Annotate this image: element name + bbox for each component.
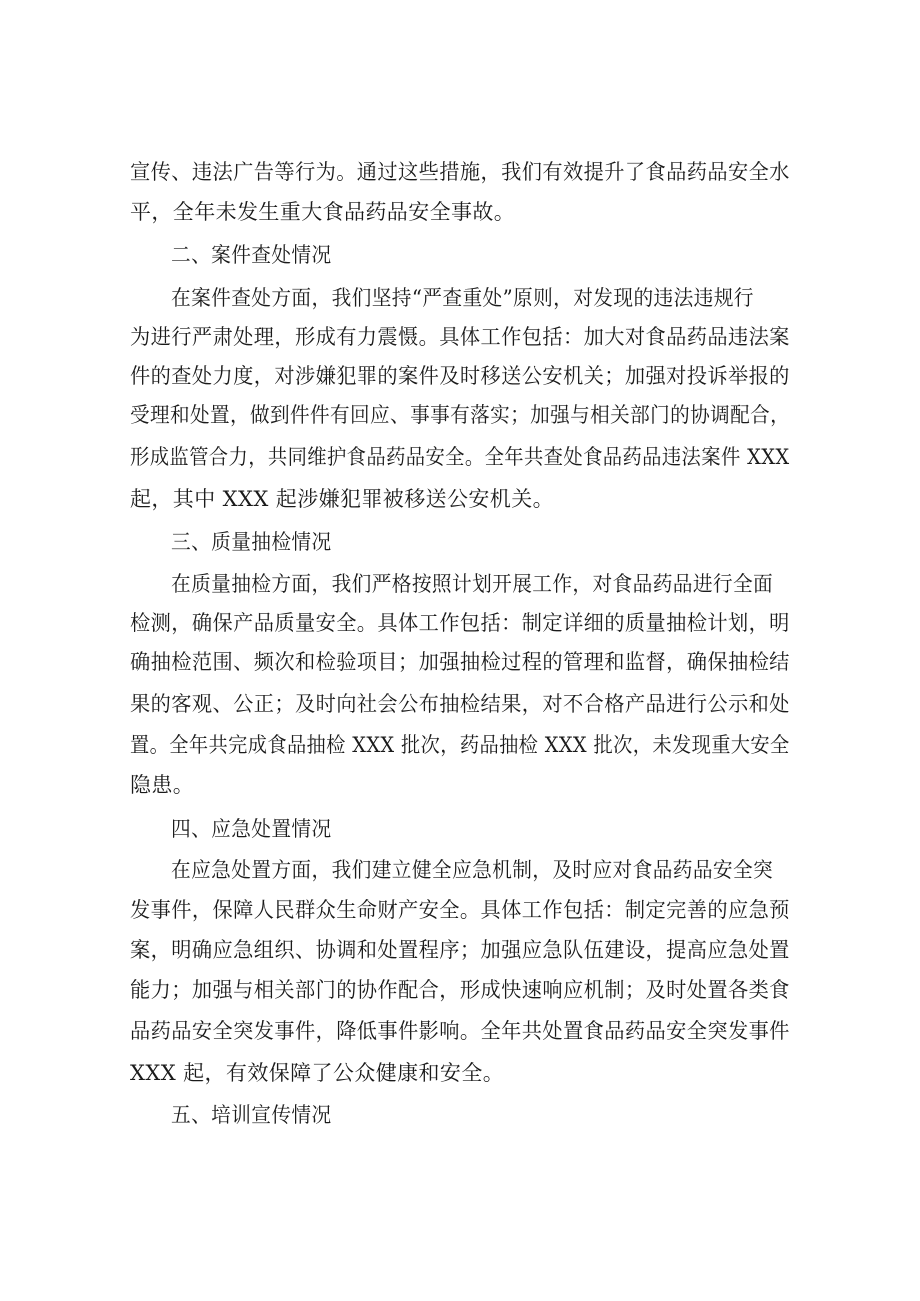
- section-heading: 四、应急处置情况: [171, 817, 332, 841]
- paragraph-line: 件的查处力度，对涉嫌犯罪的案件及时移送公安机关；加强对投诉举报的: [130, 364, 790, 388]
- paragraph-line: 在案件查处方面，我们坚持“严查重处”原则，对发现的违法违规行: [171, 286, 754, 310]
- section-heading: 三、质量抽检情况: [171, 530, 332, 554]
- paragraph-line: XXX 起，有效保障了公众健康和安全。: [130, 1061, 505, 1085]
- section-heading: 二、案件查处情况: [171, 243, 332, 267]
- paragraph-line: 形成监管合力，共同维护食品药品安全。全年共查处食品药品违法案件 XXX: [130, 445, 790, 469]
- paragraph-line: 在质量抽检方面，我们严格按照计划开展工作，对食品药品进行全面: [171, 572, 774, 596]
- paragraph-line: 品药品安全突发事件，降低事件影响。全年共处置食品药品安全突发事件: [130, 1019, 790, 1043]
- paragraph-line: 为进行严肃处理，形成有力震慑。具体工作包括：加大对食品药品违法案: [130, 325, 790, 349]
- paragraph-line: 果的客观、公正；及时向社会公布抽检结果，对不合格产品进行公示和处: [130, 692, 790, 716]
- paragraph-line: 宣传、违法广告等行为。通过这些措施，我们有效提升了食品药品安全水: [130, 160, 790, 184]
- paragraph-line: 起，其中 XXX 起涉嫌犯罪被移送公安机关。: [130, 487, 554, 511]
- paragraph-line: 能力；加强与相关部门的协作配合，形成快速响应机制；及时处置各类食: [130, 978, 790, 1002]
- paragraph-line: 确抽检范围、频次和检验项目；加强抽检过程的管理和监督，确保抽检结: [130, 650, 790, 674]
- paragraph-line: 发事件，保障人民群众生命财产安全。具体工作包括：制定完善的应急预: [130, 898, 790, 922]
- paragraph-line: 案，明确应急组织、协调和处置程序；加强应急队伍建设，提高应急处置: [130, 938, 790, 962]
- paragraph-line: 隐患。: [130, 773, 195, 797]
- paragraph-line: 检测，确保产品质量安全。具体工作包括：制定详细的质量抽检计划，明: [130, 611, 790, 635]
- paragraph-line: 在应急处置方面，我们建立健全应急机制，及时应对食品药品安全突: [171, 858, 774, 882]
- paragraph-line: 平，全年未发生重大食品药品安全事故。: [130, 200, 516, 224]
- paragraph-line: 受理和处置，做到件件有回应、事事有落实；加强与相关部门的协调配合，: [130, 403, 791, 427]
- section-heading: 五、培训宣传情况: [171, 1103, 332, 1127]
- paragraph-line: 置。全年共完成食品抽检 XXX 批次，药品抽检 XXX 批次，未发现重大安全: [130, 733, 790, 757]
